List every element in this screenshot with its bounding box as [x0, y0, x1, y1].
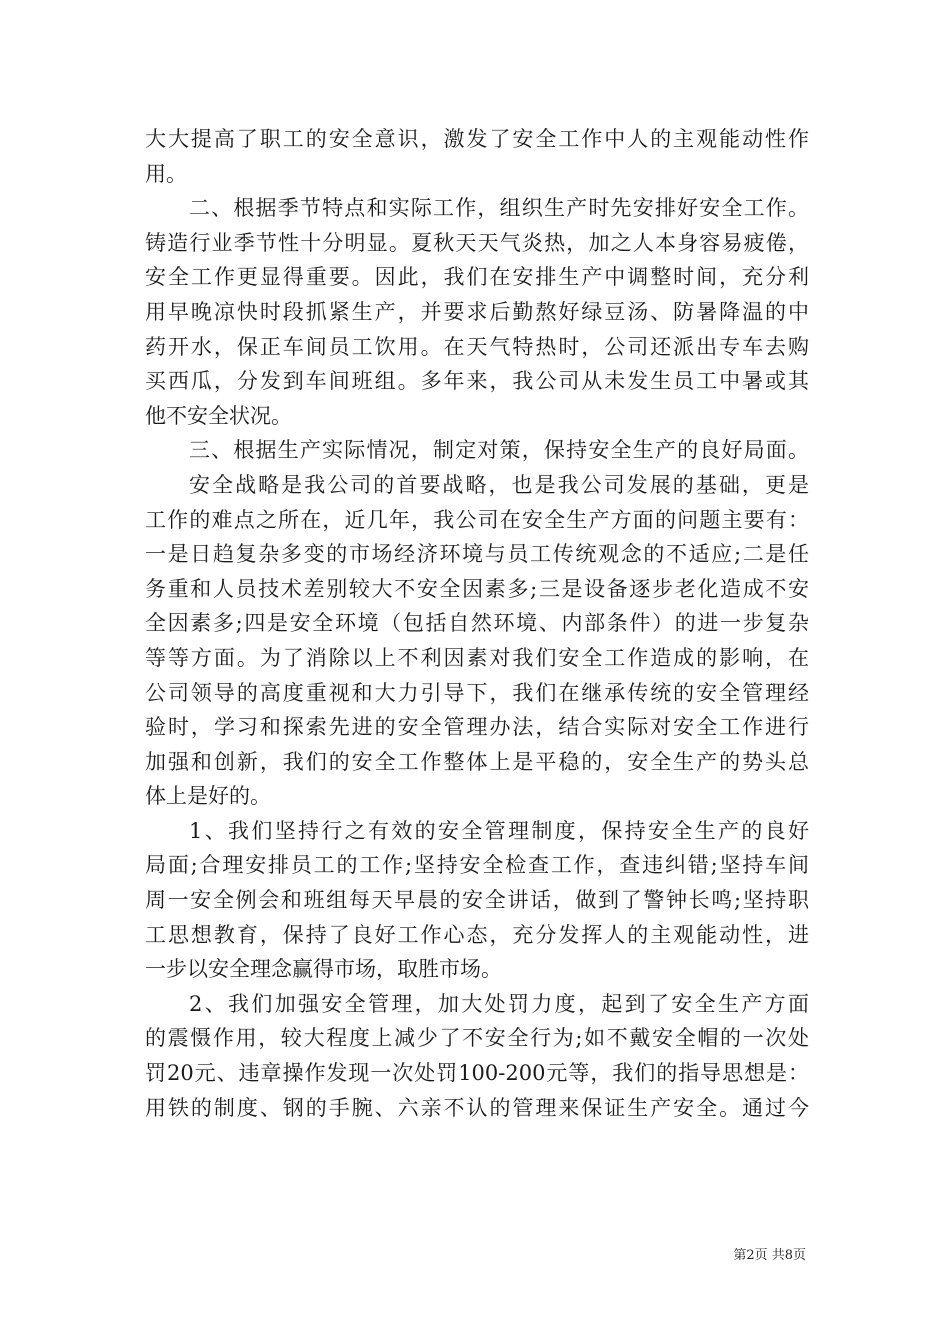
text-line: 加强和创新，我们的安全工作整体上是平稳的，安全生产的势头总	[145, 749, 809, 774]
text-line: 工思想教育，保持了良好工作心态，充分发挥人的主观能动性，进	[145, 922, 809, 947]
text-line: 局面;合理安排员工的工作;坚持安全检查工作，查违纠错;坚持车间	[145, 853, 809, 878]
text-line: 用。	[145, 161, 187, 186]
text-line: 等等方面。为了消除以上不利因素对我们安全工作造成的影响，在	[145, 645, 809, 670]
text-line: 一是日趋复杂多变的市场经济环境与员工传统观念的不适应;二是任	[145, 542, 809, 567]
text-line: 用早晚凉快时段抓紧生产，并要求后勤熬好绿豆汤、防暑降温的中	[145, 299, 809, 324]
text-line: 务重和人员技术差别较大不安全因素多;三是设备逐步老化造成不安	[145, 576, 809, 601]
section-heading: 三、根据生产实际情况，制定对策，保持安全生产的良好局面。	[189, 438, 809, 463]
text-line: 公司领导的高度重视和大力引导下，我们在继承传统的安全管理经	[145, 680, 809, 705]
text-line: 一步以安全理念赢得市场，取胜市场。	[145, 957, 502, 982]
text-line: 安全战略是我公司的首要战略，也是我公司发展的基础，更是	[189, 472, 809, 497]
section-heading: 二、根据季节特点和实际工作，组织生产时先安排好安全工作。	[189, 196, 809, 221]
text-line: 的震慑作用，较大程度上减少了不安全行为;如不戴安全帽的一次处	[145, 1026, 809, 1051]
text-line: 2、我们加强安全管理，加大处罚力度，起到了安全生产方面	[189, 991, 809, 1016]
text-line: 周一安全例会和班组每天早晨的安全讲话，做到了警钟长鸣;坚持职	[145, 888, 809, 913]
text-line: 体上是好的。	[145, 784, 271, 809]
text-line: 铸造行业季节性十分明显。夏秋天天气炎热，加之人本身容易疲倦，	[145, 230, 809, 255]
page-number: 第2页 共8页	[733, 1248, 806, 1263]
text-line: 买西瓜，分发到车间班组。多年来，我公司从未发生员工中暑或其	[145, 369, 809, 394]
text-line: 安全工作更显得重要。因此，我们在安排生产中调整时间，充分利	[145, 265, 809, 290]
text-line: 工作的难点之所在，近几年，我公司在安全生产方面的问题主要有：	[145, 507, 809, 532]
text-line: 大大提高了职工的安全意识，激发了安全工作中人的主观能动性作	[145, 127, 809, 151]
text-line: 他不安全状况。	[145, 403, 292, 428]
text-line: 全因素多;四是安全环境（包括自然环境、内部条件）的进一步复杂	[145, 611, 809, 636]
text-line: 药开水，保正车间员工饮用。在天气特热时，公司还派出专车去购	[145, 334, 809, 359]
text-line: 罚20元、违章操作发现一次处罚100-200元等，我们的指导思想是：	[145, 1061, 809, 1086]
text-line: 1、我们坚持行之有效的安全管理制度，保持安全生产的良好	[189, 818, 809, 843]
document-body	[145, 122, 809, 1125]
text-line: 用铁的制度、钢的手腕、六亲不认的管理来保证生产安全。通过今	[145, 1095, 809, 1120]
text-line: 验时，学习和探索先进的安全管理办法，结合实际对安全工作进行	[145, 715, 809, 740]
